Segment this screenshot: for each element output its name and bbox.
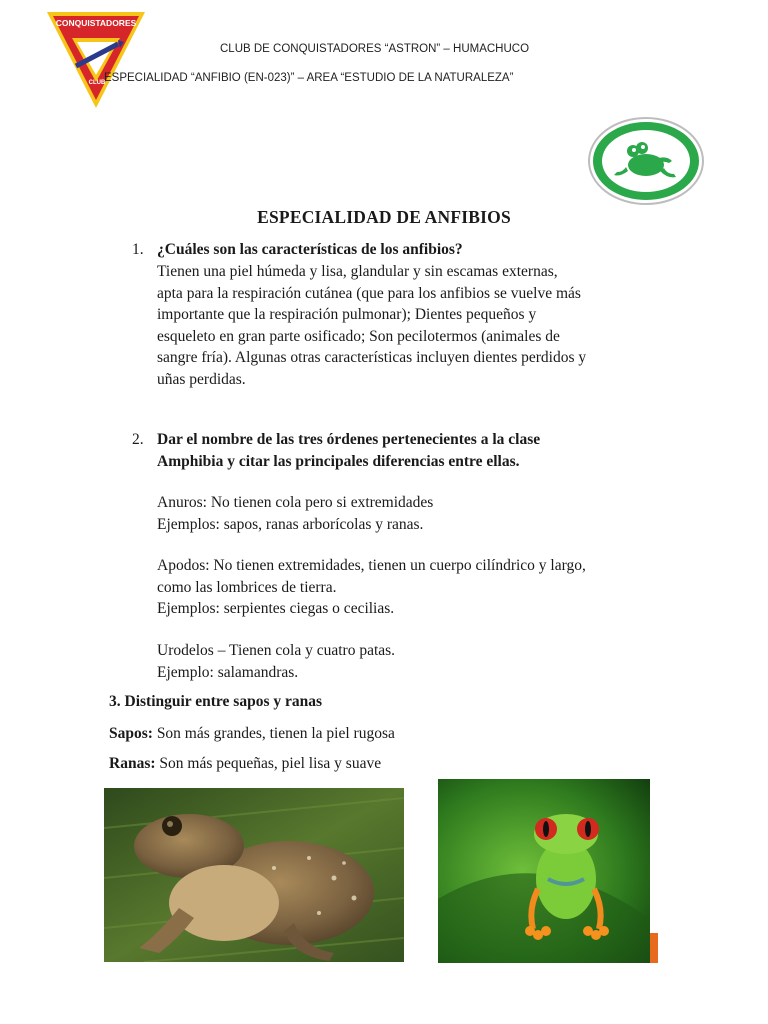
q1-line: apta para la respiración cutánea (que para los anfibios se vuelve más [157,284,581,302]
anuros-line: Anuros: No tienen cola pero si extremidades [157,494,434,511]
logo-top-text: CONQUISTADORES [55,18,137,28]
q2-question-line: Dar el nombre de las tres órdenes pertenecientes a la clase [157,431,541,448]
q2-number: 2. [132,431,144,448]
pathfinder-logo-icon [44,8,148,112]
q1-line: sangre fría). Algunas otras características incluyen dientes perdidos y [157,349,587,366]
club-header: CLUB DE CONQUISTADORES “ASTRON” – HUMACHUCO [220,43,530,55]
q1-number: 1. [132,241,144,258]
anuros-block [157,492,433,535]
urodelos-line: Ejemplo: salamandras. [157,663,299,681]
sapos-label: Sapos: [109,725,153,742]
q1-question: ¿Cuáles son las características de los anfibios? [157,241,463,258]
q3-heading: 3. Distinguir entre sapos y ranas [109,693,323,710]
q1-line: importante que la respiración pulmonar); Dientes pequeños y [157,306,537,323]
apodos-block [157,555,586,620]
q1-line: Tienen una piel húmeda y lisa, glandular y sin escamas externas, [157,263,558,280]
sapos-text: Son más grandes, tienen la piel rugosa [152,725,395,742]
urodelos-block [157,640,395,683]
frog-badge-icon [586,115,706,207]
ranas-text: Son más pequeñas, piel lisa y suave [155,755,382,772]
page-title: ESPECIALIDAD DE ANFIBIOS [257,207,511,227]
ranas-label: Ranas: [109,755,156,772]
q1-answer [157,261,697,390]
anuros-line: Ejemplos: sapos, ranas arborícolas y ranas. [157,515,424,533]
apodos-line: Apodos: No tienen extremidades, tienen un cuerpo cilíndrico y largo, [157,557,586,574]
tree-frog-photo [438,779,658,963]
apodos-line: como las lombrices de tierra. [157,578,337,596]
q1-line: esqueleto en gran parte osificado; Son pecilotermos (animales de [157,327,560,345]
ranas-line [109,753,381,775]
logo-bottom-text: CLUB [88,80,106,86]
q1-line: uñas perdidas. [157,370,246,388]
apodos-line: Ejemplos: serpientes ciegas o cecilias. [157,600,395,617]
urodelos-line: Urodelos – Tienen cola y cuatro patas. [157,642,396,659]
q2-question-line: Amphibia y citar las principales diferencias entre ellas. [157,452,520,470]
q2-question [157,429,540,472]
sapos-line [109,723,395,745]
specialty-header: ESPECIALIDAD “ANFIBIO (EN-023)” – AREA “ESTUDIO DE LA NATURALEZA” [104,72,514,84]
toad-photo [104,788,404,962]
